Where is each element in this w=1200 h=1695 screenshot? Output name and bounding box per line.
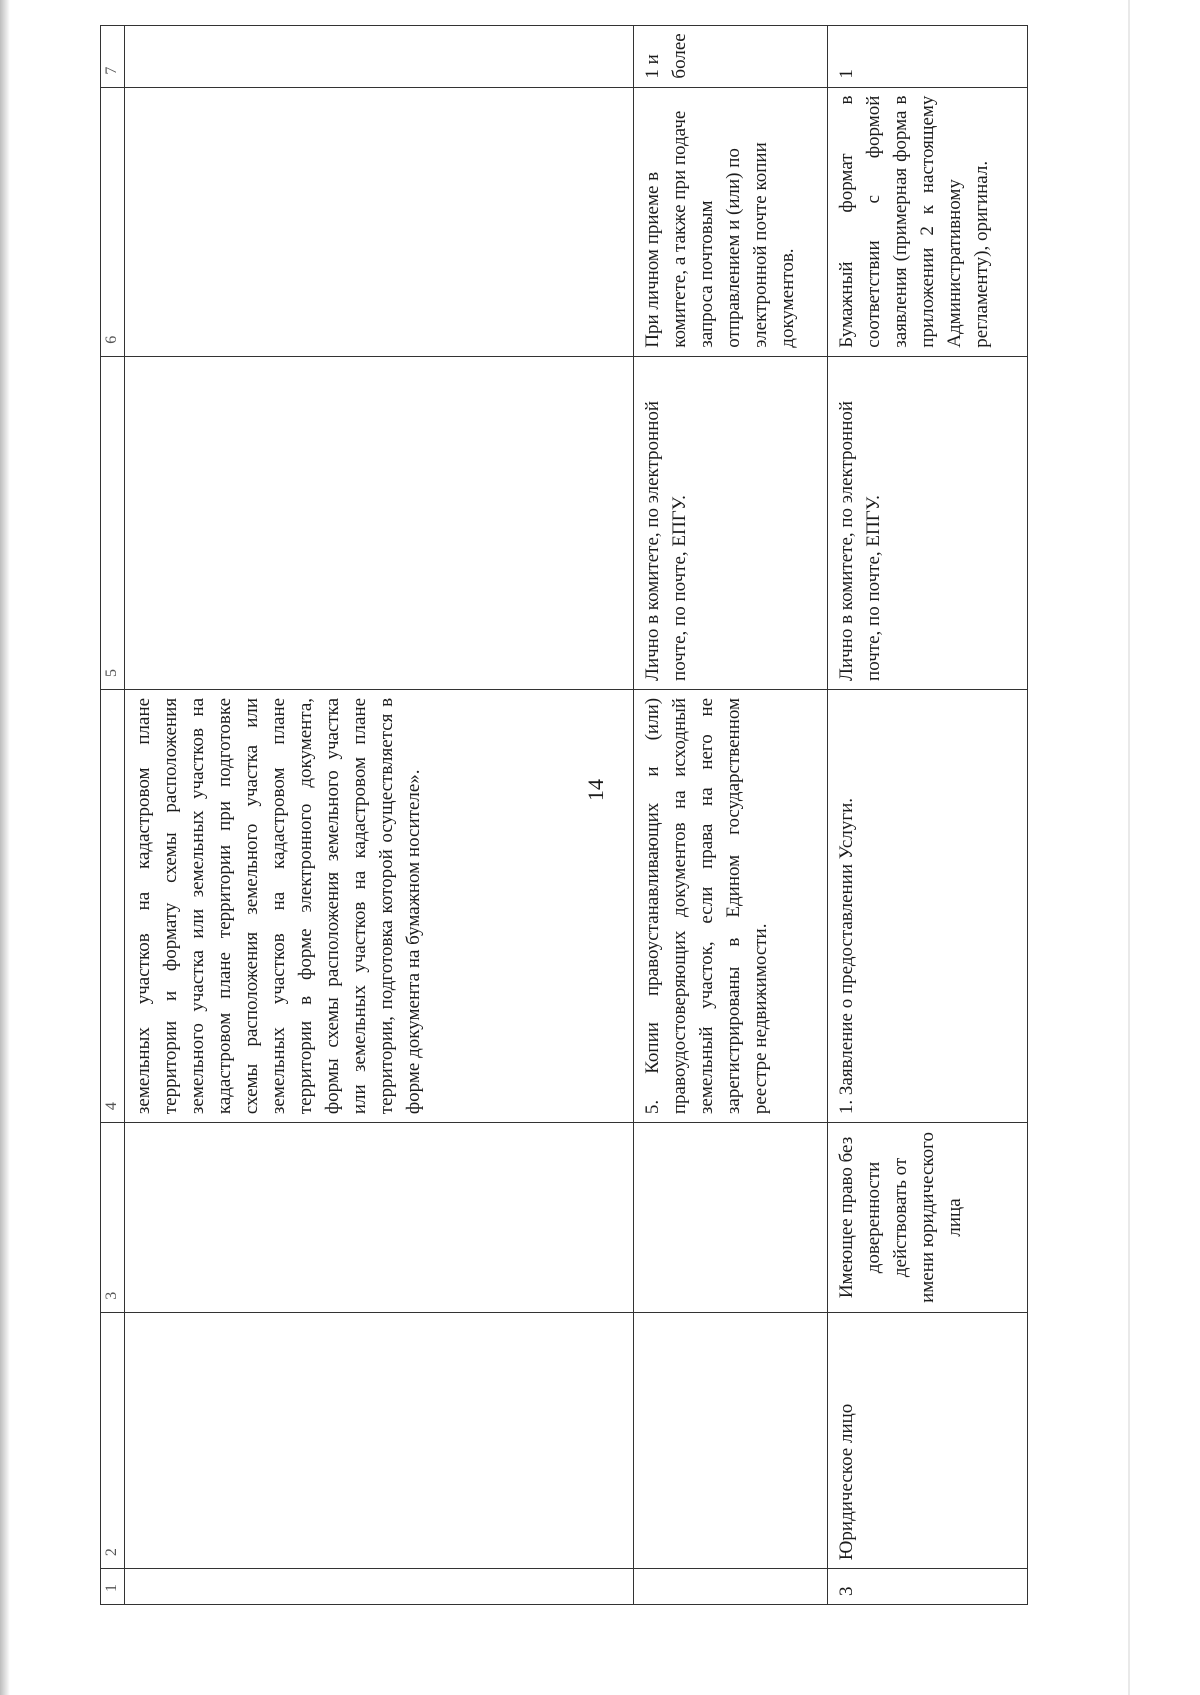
column-number-2: 2 [101, 1312, 125, 1568]
row-a-col3 [124, 1123, 633, 1313]
row-c-document-description: 1. Заявление о предоставлении Услуги. [828, 689, 1028, 1122]
row-c-applicant-category: Юридическое лицо [828, 1312, 1028, 1568]
rotated-table-page [100, 25, 1028, 1605]
column-number-5: 5 [101, 356, 125, 689]
column-number-7: 7 [101, 26, 125, 88]
page-number: 14 [583, 779, 608, 801]
row-a-document-description: земельных участков на кадастровом плане территории и формату схемы расположения земельного участка или земельных участков на кадастровом плане территории при подготовке схемы расположения земельного участка или земельных участков на кадастровом плане территории в форме электронного документа, формы схемы расположения земельного участка или земельных участков на кадастровом плане территории, подготовка которой осуществляется в форме документа на бумажном носителе». [124, 689, 633, 1122]
column-number-4: 4 [101, 689, 125, 1122]
row-b-document-format: При личном приеме в комитете, а также при подаче запроса почтовым отправлением и (или) по электронной почте копии документов. [634, 87, 828, 356]
row-c-submission-method: Лично в комитете, по электронной почте, по почте, ЕПГУ. [828, 356, 1028, 689]
row-c-representative: Имеющее право без доверенности действовать от имени юридического лица [828, 1123, 1028, 1313]
table-row [634, 26, 828, 1605]
row-c-number: 3 [828, 1569, 1028, 1605]
column-number-3: 3 [101, 1123, 125, 1313]
row-b-col1 [634, 1569, 828, 1605]
requirements-table [100, 25, 1028, 1605]
table-row [124, 26, 633, 1605]
row-c-document-format: Бумажный формат в соответствии с формой заявления (примерная форма в приложении 2 к настоящему Административному регламенту), оригинал. [828, 87, 1028, 356]
row-b-document-description: 5. Копии правоустанавливающих и (или) правоудостоверяющих документов на исходный земельный участок, если права на него не зарегистрированы в Едином государственном реестре недвижимости. [634, 689, 828, 1122]
row-a-col2 [124, 1312, 633, 1568]
column-number-row [101, 26, 125, 1605]
scan-shadow-left [0, 0, 10, 1695]
column-number-6: 6 [101, 87, 125, 356]
scan-edge-right [1128, 0, 1130, 1695]
table-row [828, 26, 1028, 1605]
row-b-col2 [634, 1312, 828, 1568]
row-a-col1 [124, 1569, 633, 1605]
row-b-quantity: 1 и более [634, 26, 828, 88]
row-b-submission-method: Лично в комитете, по электронной почте, по почте, ЕПГУ. [634, 356, 828, 689]
row-a-col7 [124, 26, 633, 88]
row-a-col5 [124, 356, 633, 689]
row-c-quantity: 1 [828, 26, 1028, 88]
row-b-col3 [634, 1123, 828, 1313]
row-a-col6 [124, 87, 633, 356]
column-number-1: 1 [101, 1569, 125, 1605]
